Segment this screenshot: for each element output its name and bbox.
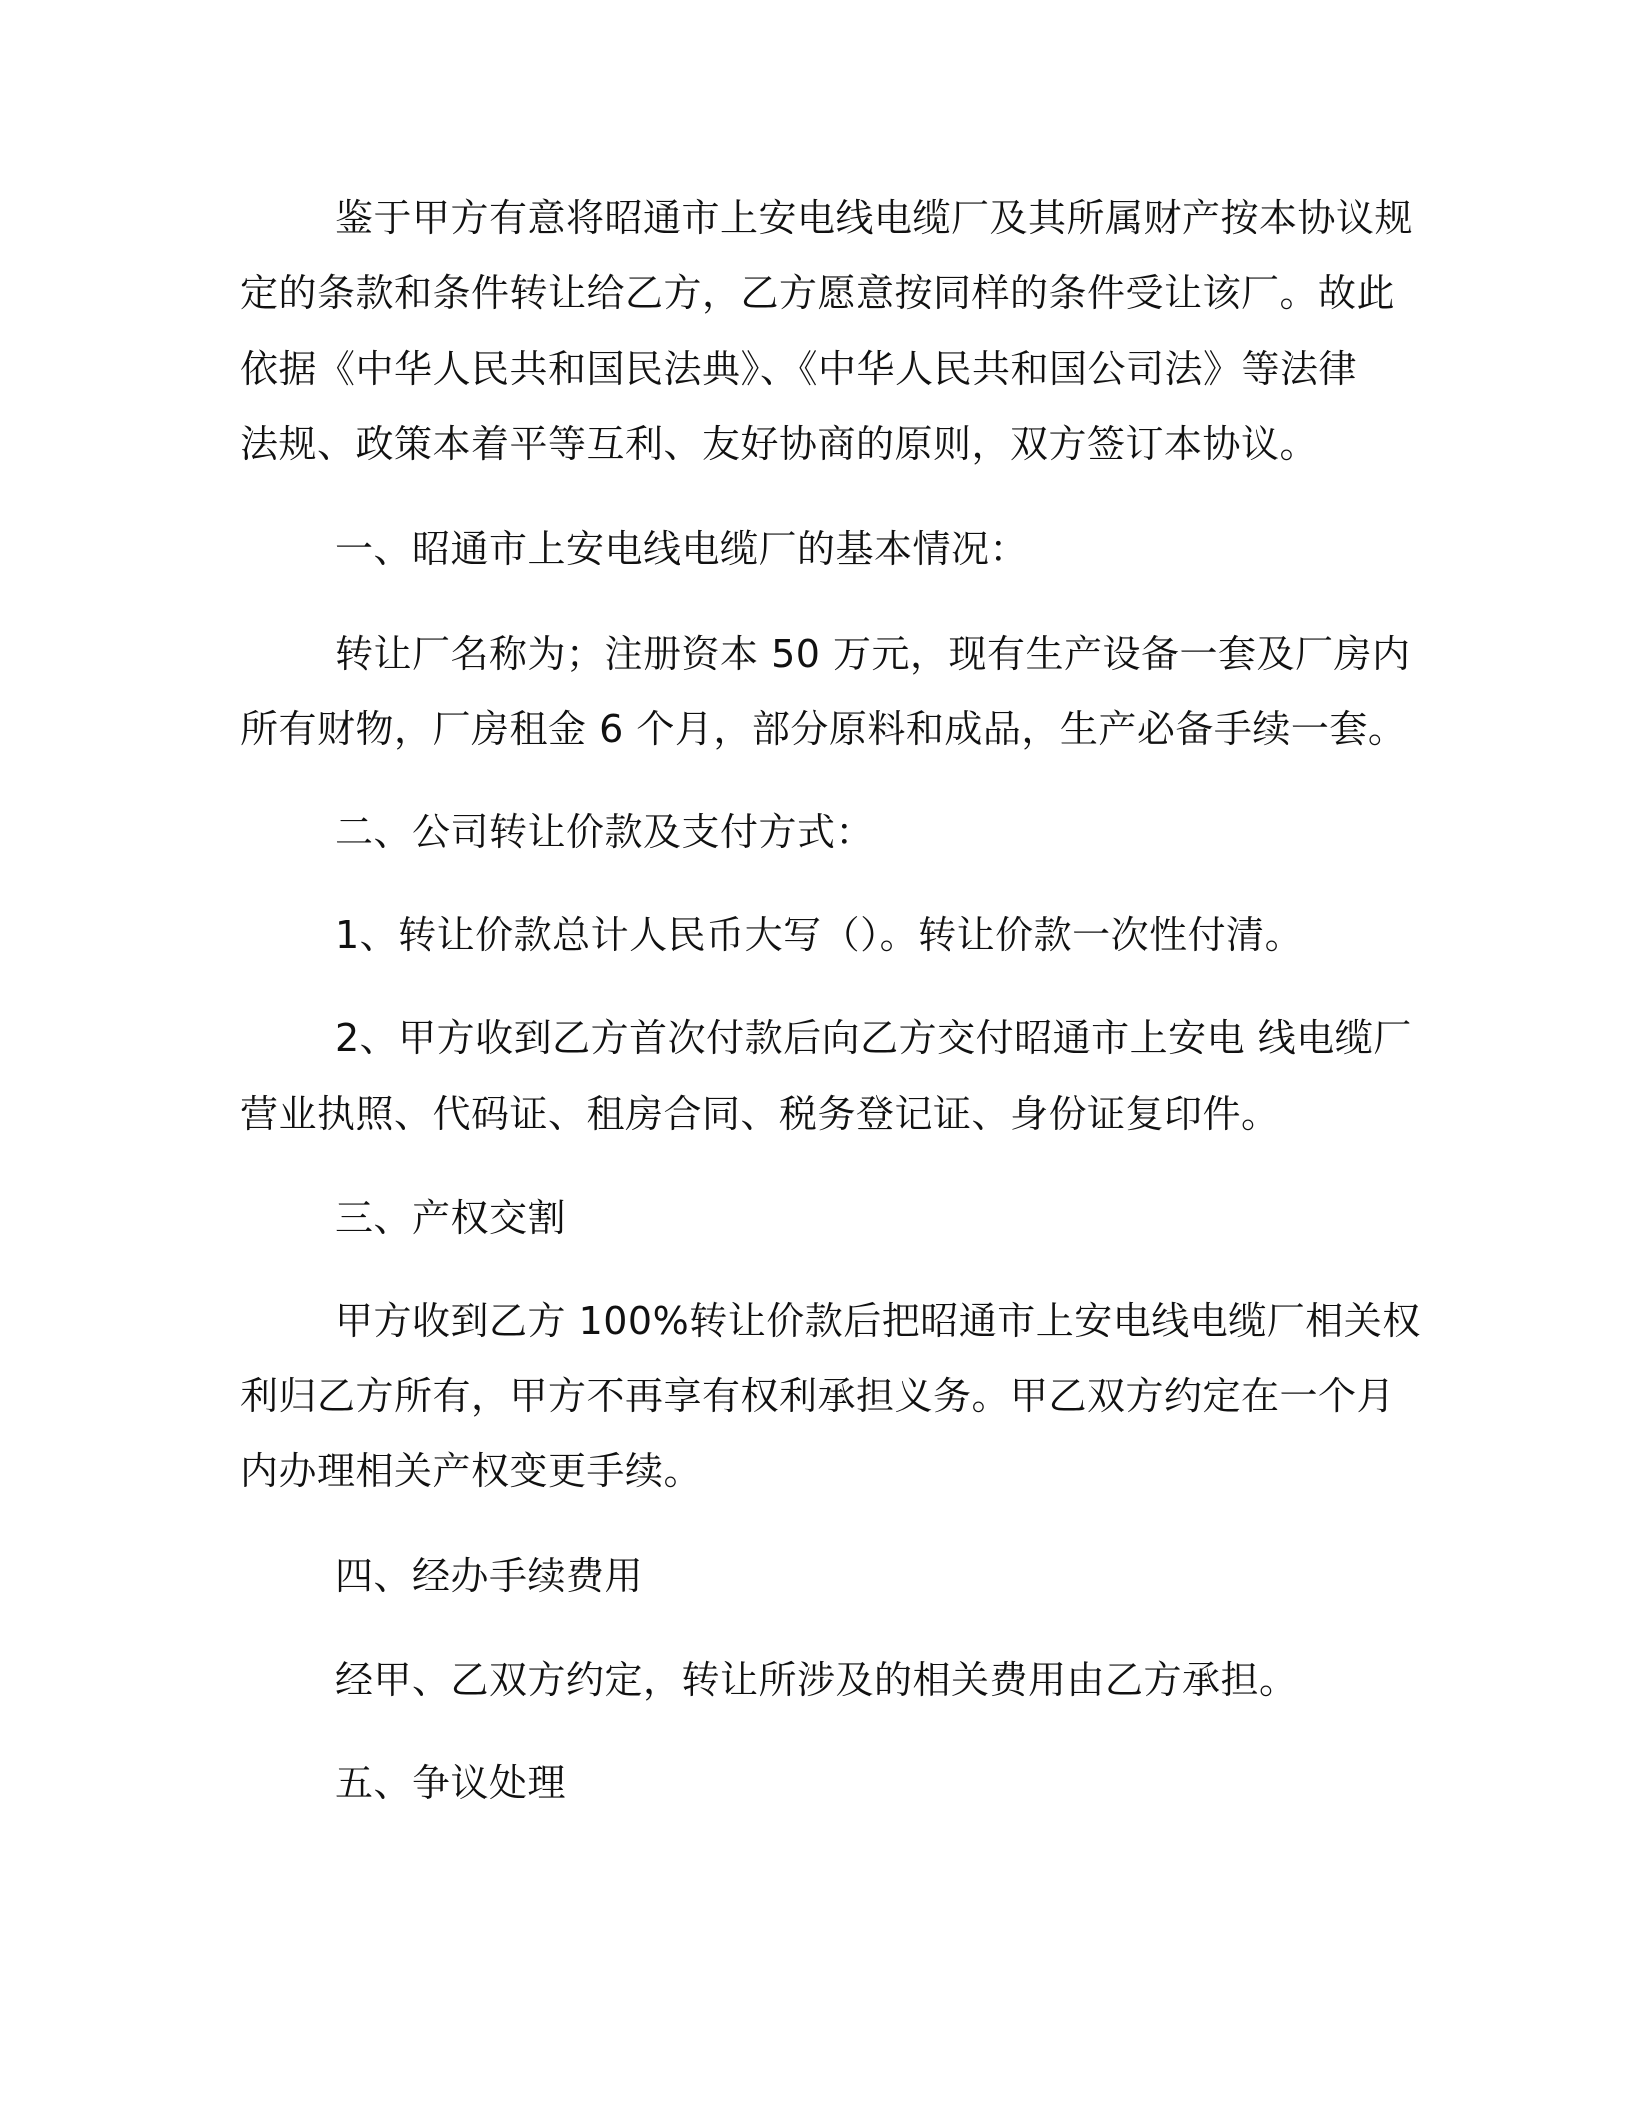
- preamble-line-1: 鉴于甲方有意将昭通市上安电线电缆厂及其所属财产按本协议规: [335, 196, 1414, 240]
- section-2-item-2-line-1: 2、甲方收到乙方首次付款后向乙方交付昭通市上安电 线电缆厂: [335, 1016, 1412, 1060]
- section-3-line-2: 利归乙方所有，甲方不再享有权利承担义务。甲乙双方约定在一个月: [240, 1374, 1396, 1418]
- section-2-item-2-line-2: 营业执照、代码证、租房合同、税务登记证、身份证复印件。: [240, 1092, 1280, 1136]
- section-1-line-2: 所有财物，厂房租金 6 个月，部分原料和成品，生产必备手续一套。: [240, 707, 1407, 751]
- preamble-line-3: 依据《中华人民共和国民法典》、《中华人民共和国公司法》等法律: [240, 347, 1358, 391]
- section-heading-4: 四、经办手续费用: [335, 1554, 644, 1598]
- preamble-line-4: 法规、政策本着平等互利、友好协商的原则，双方签订本协议。: [240, 422, 1319, 466]
- section-3-line-3: 内办理相关产权变更手续。: [240, 1449, 703, 1493]
- section-3-line-1: 甲方收到乙方 100%转让价款后把昭通市上安电线电缆厂相关权: [335, 1299, 1421, 1343]
- section-heading-1: 一、昭通市上安电线电缆厂的基本情况：: [335, 527, 1029, 571]
- preamble-line-2: 定的条款和条件转让给乙方，乙方愿意按同样的条件受让该厂。故此: [240, 271, 1396, 315]
- section-heading-2: 二、公司转让价款及支付方式：: [335, 810, 875, 854]
- section-heading-3: 三、产权交割: [335, 1196, 567, 1240]
- section-4-line-1: 经甲、乙双方约定，转让所涉及的相关费用由乙方承担。: [335, 1658, 1298, 1702]
- section-1-line-1: 转让厂名称为；注册资本 50 万元，现有生产设备一套及厂房内: [335, 632, 1411, 676]
- section-2-item-1: 1、转让价款总计人民币大写（）。转让价款一次性付清。: [335, 913, 1304, 957]
- section-heading-5: 五、争议处理: [335, 1761, 567, 1805]
